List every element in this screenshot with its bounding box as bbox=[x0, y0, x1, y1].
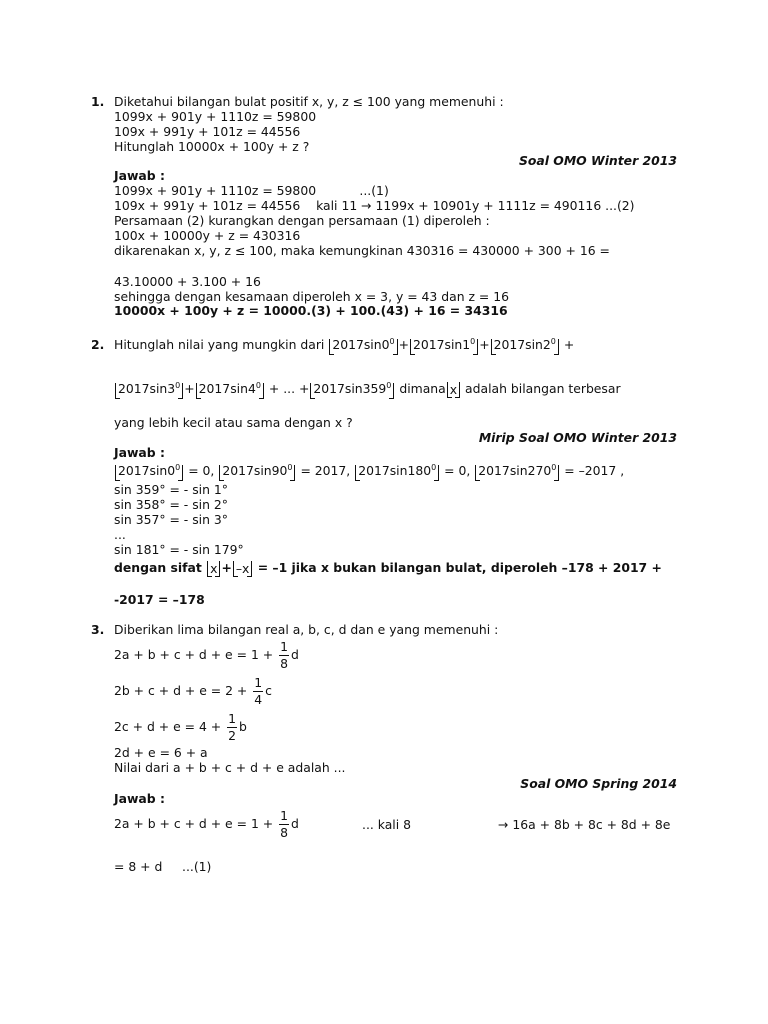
q3-ask: Nilai dari a + b + c + d + e adalah ... bbox=[114, 760, 346, 775]
q2-intro-line: Hitunglah nilai yang mungkin dari $2017\sin 0^0 + 2017\sin 1^0 + 2017\sin 2^0$ + bbox=[114, 337, 575, 352]
floor-2017sin4: $2017\sin 4^0$ bbox=[196, 381, 264, 398]
fraction-1-4: $\frac{1}{4}$ bbox=[254, 675, 263, 707]
q1-ans-7: sehingga dengan kesamaan diperoleh x = 3, y = 43 dan z = 16 bbox=[114, 289, 510, 304]
floor-2017sin180: $2017\sin 180^0$ bbox=[355, 463, 439, 480]
q3-jawab: Jawab : bbox=[114, 791, 165, 806]
floor-2017sin270: $2017\sin 270^0$ bbox=[475, 463, 559, 480]
q2-source: Mirip Soal OMO Winter 2013 bbox=[478, 430, 677, 445]
q1-ans-6: 43.10000 + 3.100 + 16 bbox=[114, 274, 261, 289]
q3-ans-eq: 2a + b + c + d + e = 1 + $\frac{1}{8}$ d bbox=[114, 808, 299, 840]
q2-number: 2. bbox=[91, 337, 105, 352]
floor-2017sin0: $2017\sin 0^0$ bbox=[329, 337, 397, 354]
q1-line-4: Hitunglah 10000x + 100y + z ? bbox=[114, 139, 310, 154]
q2-sin-dots: ... bbox=[114, 527, 126, 542]
q3-kali: ... kali 8 bbox=[362, 817, 412, 832]
q1-jawab: Jawab : bbox=[114, 168, 165, 183]
q1-line-2: 1099x + 901y + 1110z = 59800 bbox=[114, 109, 317, 124]
floor-x: x bbox=[447, 382, 460, 397]
q2-sin-4: sin 181° = - sin 179° bbox=[114, 542, 244, 557]
q3-eq-3: 2c + d + e = 4 + $\frac{1}{2}$ b bbox=[114, 711, 247, 743]
q2-intro: Hitunglah nilai yang mungkin dari bbox=[114, 337, 325, 352]
q2-line-2: $2017\sin 3^0 + 2017\sin 4^0$ + ... + $2017\sin 359^0$ dimana x adalah bilangan terbesar bbox=[114, 381, 621, 398]
q1-number: 1. bbox=[91, 94, 105, 109]
fraction-1-2: $\frac{1}{2}$ bbox=[228, 711, 237, 743]
q3-intro: Diberikan lima bilangan real a, b, c, d dan e yang memenuhi : bbox=[114, 622, 499, 637]
q1-ans-1: 1099x + 901y + 1110z = 59800 ...(1) bbox=[114, 183, 389, 198]
floor-2017sin1: $2017\sin 1^0$ bbox=[410, 337, 478, 354]
q3-eq-2: 2b + c + d + e = 2 + $\frac{1}{4}$ c bbox=[114, 675, 272, 707]
q1-source: Soal OMO Winter 2013 bbox=[518, 153, 677, 168]
fraction-1-8: $\frac{1}{8}$ bbox=[280, 639, 288, 671]
q1-line-3: 109x + 991y + 101z = 44556 bbox=[114, 124, 301, 139]
floor-2017sin359: $2017\sin 359^0$ bbox=[310, 381, 394, 398]
q1-ans-4: 100x + 10000y + z = 430316 bbox=[114, 228, 301, 243]
q3-result: → 16a + 8b + 8c + 8d + 8e bbox=[498, 817, 671, 832]
floor-x-sifat: x bbox=[207, 561, 220, 576]
q1-final: 10000x + 100y + z = 10000.(3) + 100.(43) + 16 = 34316 bbox=[114, 303, 508, 318]
q2-sin-1: sin 359° = - sin 1° bbox=[114, 482, 228, 497]
floor-neg-x: –x bbox=[233, 561, 253, 576]
q2-sin-3: sin 357° = - sin 3° bbox=[114, 512, 228, 527]
q2-sifat-line: dengan sifat x + –x = –1 jika x bukan bilangan bulat, diperoleh –178 + 2017 + bbox=[114, 560, 662, 576]
q3-eq-1: 2a + b + c + d + e = 1 + $\frac{1}{8}$ d bbox=[114, 639, 299, 671]
fraction-1-8-ans: $\frac{1}{8}$ bbox=[280, 808, 288, 840]
q3-number: 3. bbox=[91, 622, 105, 637]
q2-line-3: yang lebih kecil atau sama dengan x ? bbox=[114, 415, 353, 430]
q1-ans-2: 109x + 991y + 101z = 44556 kali 11 → 1199x + 10901y + 1111z = 490116 ...(2) bbox=[114, 198, 635, 213]
q2-sin-2: sin 358° = - sin 2° bbox=[114, 497, 228, 512]
floor-2017sin2: $2017\sin 2^0$ bbox=[491, 337, 559, 354]
q2-jawab: Jawab : bbox=[114, 445, 165, 460]
q1-ans-3: Persamaan (2) kurangkan dengan persamaan (1) diperoleh : bbox=[114, 213, 490, 228]
floor-2017sin0-ans: $2017\sin 0^0$ bbox=[115, 463, 183, 480]
q3-last: = 8 + d ...(1) bbox=[114, 859, 212, 874]
floor-2017sin3: $2017\sin 3^0$ bbox=[115, 381, 183, 398]
q3-source: Soal OMO Spring 2014 bbox=[520, 776, 677, 791]
q2-values-line: $2017\sin 0^0 = 0$, $2017\sin 90^0 = 2017$, $2017\sin 180^0 = 0$, $2017\sin 270^0 = -2017$ , bbox=[114, 463, 624, 480]
q1-ans-5: dikarenakan x, y, z ≤ 100, maka kemungkinan 430316 = 430000 + 300 + 16 = bbox=[114, 243, 610, 258]
floor-2017sin90: $2017\sin 90^0$ bbox=[219, 463, 295, 480]
q3-eq-4: 2d + e = 6 + a bbox=[114, 745, 208, 760]
q1-line-1: Diketahui bilangan bulat positif x, y, z ≤ 100 yang memenuhi : bbox=[114, 94, 504, 109]
q2-final: -2017 = –178 bbox=[114, 592, 205, 607]
